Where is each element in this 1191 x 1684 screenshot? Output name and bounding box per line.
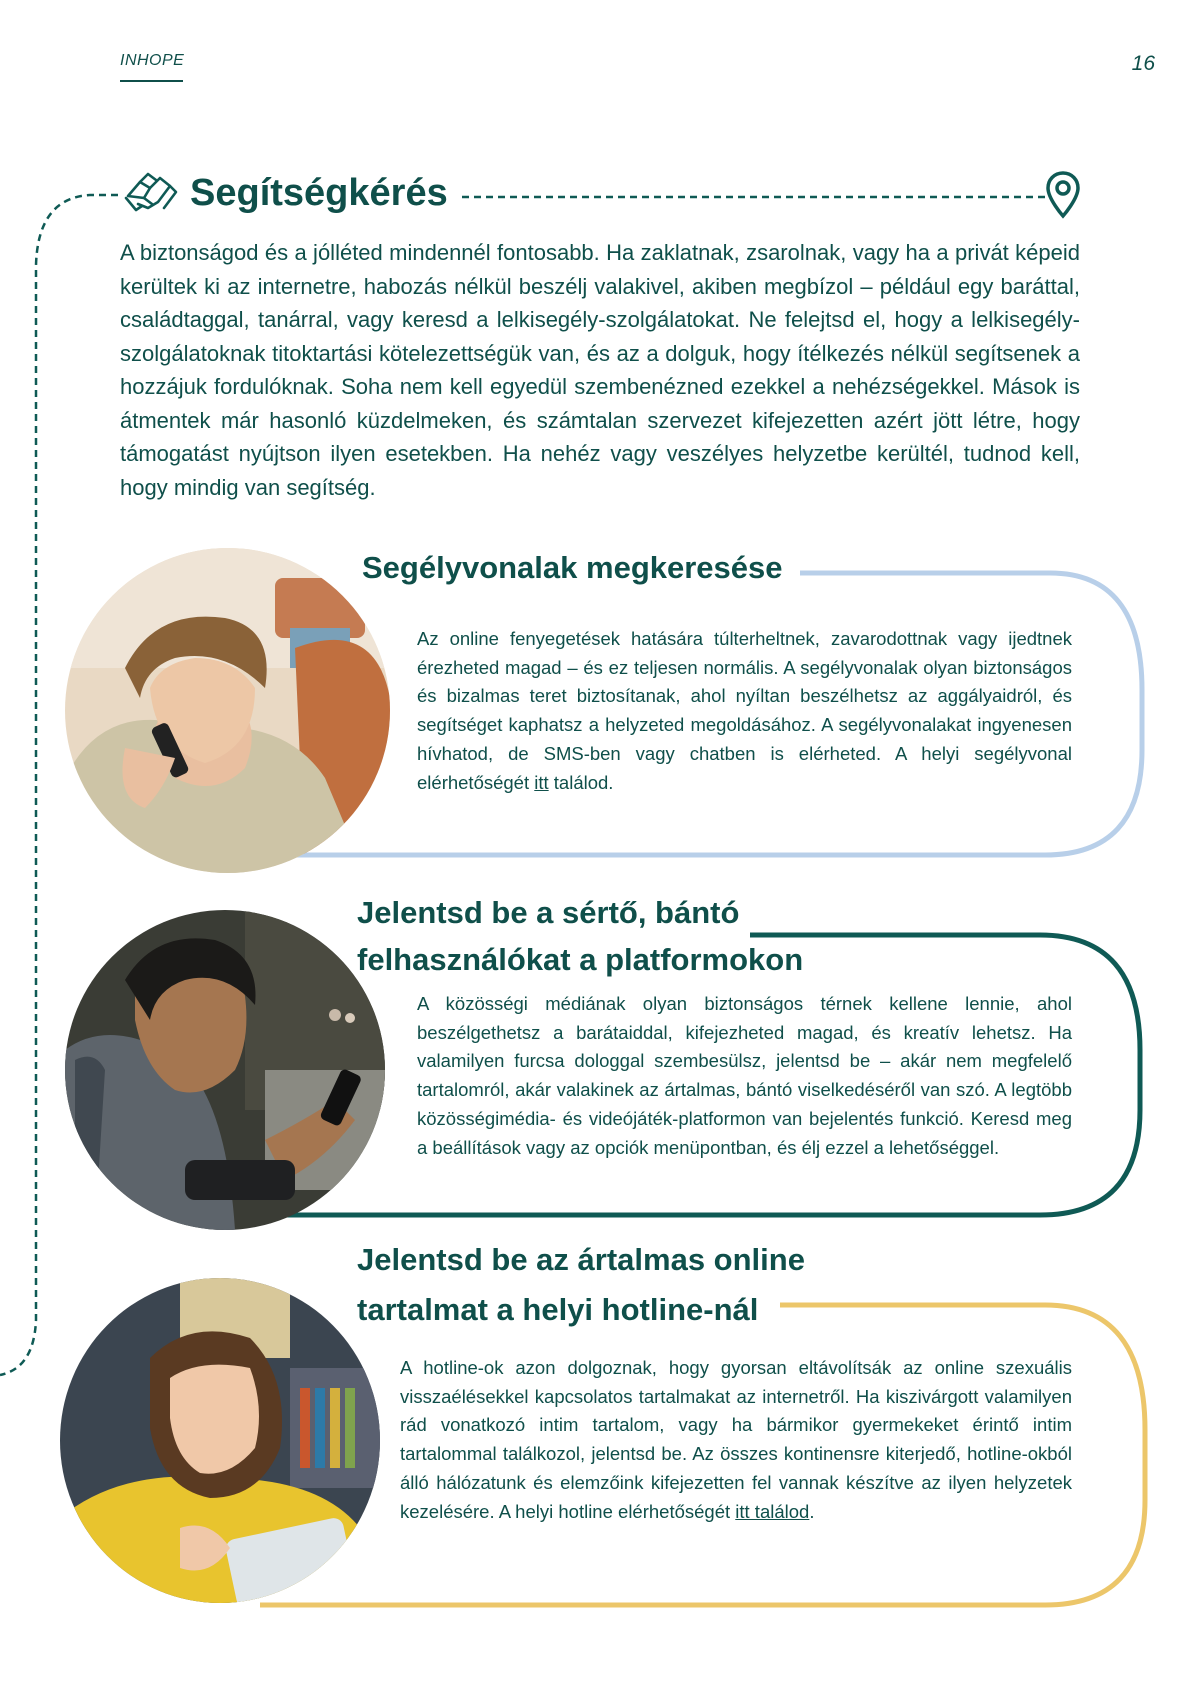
photo-girl-with-tablet: [60, 1278, 380, 1603]
card-title-hotline-line1: Jelentsd be az ártalmas online: [357, 1242, 805, 1277]
section-title: Segítségkérés: [190, 172, 448, 214]
photo-boy-with-phone: [65, 910, 385, 1230]
card-text-helplines: [417, 625, 1072, 797]
location-pin-icon: [1045, 170, 1081, 222]
brand-name: INHOPE: [120, 52, 185, 69]
card-text-hotline-end: .: [809, 1500, 815, 1522]
page-number: 16: [1131, 52, 1155, 75]
handshake-icon: [120, 168, 180, 218]
card-text-report-users: A közösségi médiának olyan biztonságos térnek kellene lennie, ahol beszélgethetsz a barátaiddal, kifejezheted magad, és kreatív lehetsz. Ha valamilyen furcsa dologgal szembesülsz, jelentsd be – akár nem megfelelő tartalomról, akár valakinek az ártalmas, bántó viselkedéséről van szó. A legtöbb közösségimédia- és videójáték-platformon van bejelentés funkció. Keresd meg a beállítások vagy az opciók menüpontban, és élj ezzel a lehetőséggel.: [417, 993, 1072, 1158]
hotline-link[interactable]: itt találod: [735, 1500, 810, 1522]
brand-underline: [120, 80, 183, 82]
photo-boy-on-phone: [65, 548, 390, 873]
card-text-hotline-body: A hotline-ok azon dolgoznak, hogy gyorsan eltávolítsák az online szexuális visszaélésekkel kapcsolatos tartalmakat az internetről. Ha kiszivárgott valamilyen rád vonatkozó intim tartalom, vagy ha bármikor gyermekeket érintő intim tartalommal találkozol, jelentsd be. Az összes kontinensre kiterjedő, hotline-okból álló hálózatunk és elemzőink kifejezetten fel vannak készítve az ilyen helyzetek kezelésére. A helyi hotline elérhetőségét: [400, 1357, 1072, 1522]
card-title-hotline-line2: tartalmat a helyi hotline-nál: [357, 1292, 759, 1327]
card-text-hotline: [400, 1354, 1072, 1526]
card-text-helplines-end: találod.: [548, 771, 614, 793]
card-text-helplines-body: Az online fenyegetések hatására túlterheltnek, zavarodottnak vagy ijedtnek érezheted magad – és ez teljesen normális. A segélyvonalak olyan biztonságos és bizalmas teret biztosítanak, ahol nyíltan beszélhetsz az aggályaidról, és segítséget kaphatsz a helyzeted megoldásához. A segélyvonalakat ingyenesen hívhatod, de SMS-ben vagy chatben is elérheted. A helyi segélyvonal elérhetőségét: [417, 628, 1072, 793]
card-title-report-users-line1: Jelentsd be a sértő, bántó: [357, 895, 740, 930]
helpline-link[interactable]: itt: [534, 771, 549, 793]
card-title-report-users-line2: felhasználókat a platformokon: [357, 942, 804, 977]
intro-paragraph: A biztonságod és a jólléted mindennél fontosabb. Ha zaklatnak, zsarolnak, vagy ha a privát képeid kerültek ki az internetre, habozás nélkül beszélj valakivel, akiben megbízol – például egy baráttal, családtaggal, tanárral, vagy keresd a lelkisegély-szolgálatokat. Ne felejtsd el, hogy a lelkisegély-szolgálatoknak titoktartási kötelezettségük van, és az a dolguk, hogy ítélkezés nélkül segítsenek a hozzájuk fordulóknak. Soha nem kell egyedül szembenézned ezekkel a nehézségekkel. Mások is átmentek már hasonló küzdelmeken, és számtalan szervezet kifejezetten azért jött létre, hogy támogatást nyújtson ilyen esetekben. Ha nehéz vagy veszélyes helyzetbe kerültél, tudnod kell, hogy mindig van segítség.: [120, 240, 1080, 500]
card-title-helplines: Segélyvonalak megkeresése: [362, 550, 783, 585]
